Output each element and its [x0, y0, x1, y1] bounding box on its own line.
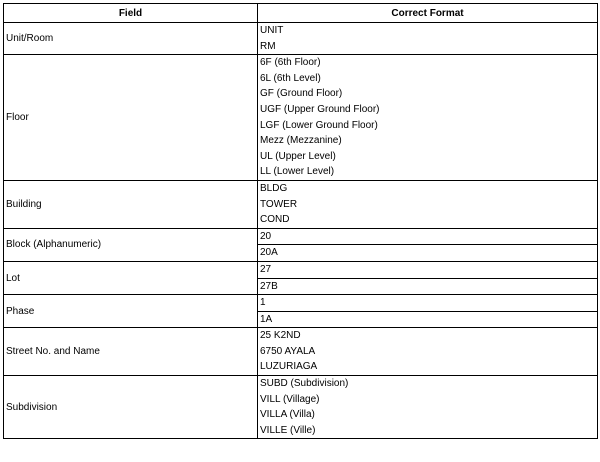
format-value: TOWER: [260, 198, 298, 210]
format-cell: [258, 295, 598, 328]
format-value: 6750 AYALA: [260, 345, 316, 357]
format-value: 1A: [260, 313, 273, 325]
field-column-header: Field: [4, 4, 258, 23]
field-name: Floor: [4, 55, 258, 181]
field-name: Phase: [4, 295, 258, 328]
field-name: Unit/Room: [4, 23, 258, 55]
format-value: SUBD (Subdivision): [260, 378, 349, 390]
table-row: [4, 261, 598, 294]
format-value: Mezz (Mezzanine): [260, 135, 342, 147]
format-value: UGF (Upper Ground Floor): [260, 103, 380, 115]
format-value: 6L (6th Level): [260, 72, 321, 84]
field-name: Subdivision: [4, 376, 258, 439]
table-row: [4, 328, 598, 376]
table-row: [4, 180, 598, 228]
field-name: Building: [4, 180, 258, 228]
format-value: VILLA (Villa): [260, 409, 315, 421]
format-cell: [258, 261, 598, 294]
table-row: [4, 376, 598, 439]
format-value: 25 K2ND: [260, 330, 301, 342]
format-cell: [258, 376, 598, 439]
format-cell: [258, 23, 598, 55]
format-value: UNIT: [260, 25, 284, 36]
format-value: LGF (Lower Ground Floor): [260, 119, 378, 131]
format-value: 1: [258, 295, 597, 312]
table-row: [4, 55, 598, 181]
format-value: UL (Upper Level): [260, 150, 336, 162]
address-format-table: [3, 3, 598, 439]
format-value: 6F (6th Floor): [260, 57, 321, 69]
format-value: 27: [258, 262, 597, 279]
format-value: BLDG: [260, 182, 288, 194]
format-cell: [258, 180, 598, 228]
table-row: [4, 23, 598, 55]
format-cell: [258, 228, 598, 261]
format-column-header: Correct Format: [258, 4, 598, 23]
field-name: Block (Alphanumeric): [4, 228, 258, 261]
table-row: [4, 228, 598, 261]
format-value: 20: [258, 229, 597, 246]
format-cell: [258, 55, 598, 181]
format-value: GF (Ground Floor): [260, 88, 343, 100]
format-value: VILL (Village): [260, 393, 320, 405]
format-value: 20A: [260, 247, 278, 259]
format-cell: [258, 328, 598, 376]
format-value: RM: [260, 40, 276, 52]
field-name: Lot: [4, 261, 258, 294]
table-row: [4, 295, 598, 328]
format-value: LL (Lower Level): [260, 166, 335, 178]
format-value: LUZURIAGA: [260, 361, 318, 373]
format-value: 27B: [260, 280, 278, 292]
format-value: VILLE (Ville): [260, 424, 316, 436]
format-value: COND: [260, 214, 290, 226]
header-row: [4, 4, 598, 23]
field-name: Street No. and Name: [4, 328, 258, 376]
